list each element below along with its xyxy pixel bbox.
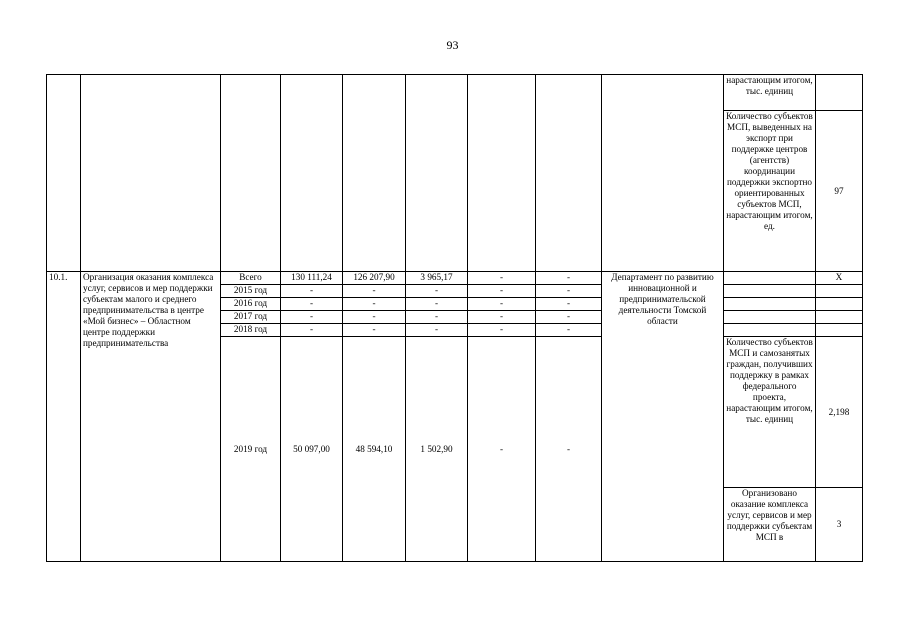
indicator-organized: Организовано оказание комплекса услуг, сервисов и мер поддержки субъектам МСП в xyxy=(724,488,816,562)
cont-name-cell xyxy=(81,75,221,272)
value-5: - xyxy=(536,337,602,562)
value-2: - xyxy=(343,324,406,337)
value-4: - xyxy=(468,337,536,562)
cont-num-cell xyxy=(47,75,81,272)
cont-executor-cell xyxy=(602,75,724,272)
indicator-support: Количество субъектов МСП и самозанятых граждан, получивших поддержку в рамках федерального проекта, нарастающим итогом, тыс. единиц xyxy=(724,337,816,488)
value-3: - xyxy=(406,324,468,337)
value-3: 3 965,17 xyxy=(406,272,468,285)
indicator-empty xyxy=(724,272,816,285)
value-2: 126 207,90 xyxy=(343,272,406,285)
year-label: 2019 год xyxy=(221,337,281,562)
year-label: 2015 год xyxy=(221,285,281,298)
year-label: 2017 год xyxy=(221,311,281,324)
value-continued-cell xyxy=(816,75,863,111)
value-4: - xyxy=(468,272,536,285)
row-number: 10.1. xyxy=(47,272,81,562)
value-3: - xyxy=(406,285,468,298)
year-label: Всего xyxy=(221,272,281,285)
cont-v5-cell xyxy=(536,75,602,272)
value-2: - xyxy=(343,285,406,298)
value-empty xyxy=(816,311,863,324)
executor: Департамент по развитию инновационной и предпринимательской деятельности Томской области xyxy=(602,272,724,562)
value-3: - xyxy=(406,311,468,324)
value-1: - xyxy=(281,298,343,311)
value-1: - xyxy=(281,324,343,337)
value-organized: 3 xyxy=(816,488,863,562)
value-4: - xyxy=(468,324,536,337)
value-empty xyxy=(816,324,863,337)
value-5: - xyxy=(536,272,602,285)
value-3: - xyxy=(406,298,468,311)
total-mark: X xyxy=(816,272,863,285)
value-4: - xyxy=(468,311,536,324)
indicator-empty xyxy=(724,324,816,337)
value-1: 130 111,24 xyxy=(281,272,343,285)
indicator-empty xyxy=(724,298,816,311)
value-empty xyxy=(816,285,863,298)
value-2: 48 594,10 xyxy=(343,337,406,562)
value-1: - xyxy=(281,285,343,298)
year-label: 2016 год xyxy=(221,298,281,311)
value-5: - xyxy=(536,298,602,311)
value-3: 1 502,90 xyxy=(406,337,468,562)
indicator-empty xyxy=(724,311,816,324)
value-2: - xyxy=(343,298,406,311)
value-4: - xyxy=(468,285,536,298)
value-support: 2,198 xyxy=(816,337,863,488)
value-4: - xyxy=(468,298,536,311)
value-export: 97 xyxy=(816,111,863,272)
cont-year-cell xyxy=(221,75,281,272)
cont-v1-cell xyxy=(281,75,343,272)
row-name: Организация оказания комплекса услуг, сервисов и мер поддержки субъектам малого и среднего предпринимательства в центре «Мой бизнес» – Областном центре поддержки предпринимательства xyxy=(81,272,221,562)
value-5: - xyxy=(536,311,602,324)
cont-v4-cell xyxy=(468,75,536,272)
indicator-export: Количество субъектов МСП, выведенных на экспорт при поддержке центров (агентств) координации поддержки экспортно ориентированных субъектов МСП, нарастающим итогом, ед. xyxy=(724,111,816,272)
year-label: 2018 год xyxy=(221,324,281,337)
indicator-continued: нарастающим итогом, тыс. единиц xyxy=(724,75,816,111)
value-1: - xyxy=(281,311,343,324)
value-1: 50 097,00 xyxy=(281,337,343,562)
program-table xyxy=(46,74,863,562)
value-5: - xyxy=(536,324,602,337)
page-number: 93 xyxy=(446,38,459,52)
cont-v2-cell xyxy=(343,75,406,272)
value-2: - xyxy=(343,311,406,324)
indicator-empty xyxy=(724,285,816,298)
value-empty xyxy=(816,298,863,311)
cont-v3-cell xyxy=(406,75,468,272)
value-5: - xyxy=(536,285,602,298)
